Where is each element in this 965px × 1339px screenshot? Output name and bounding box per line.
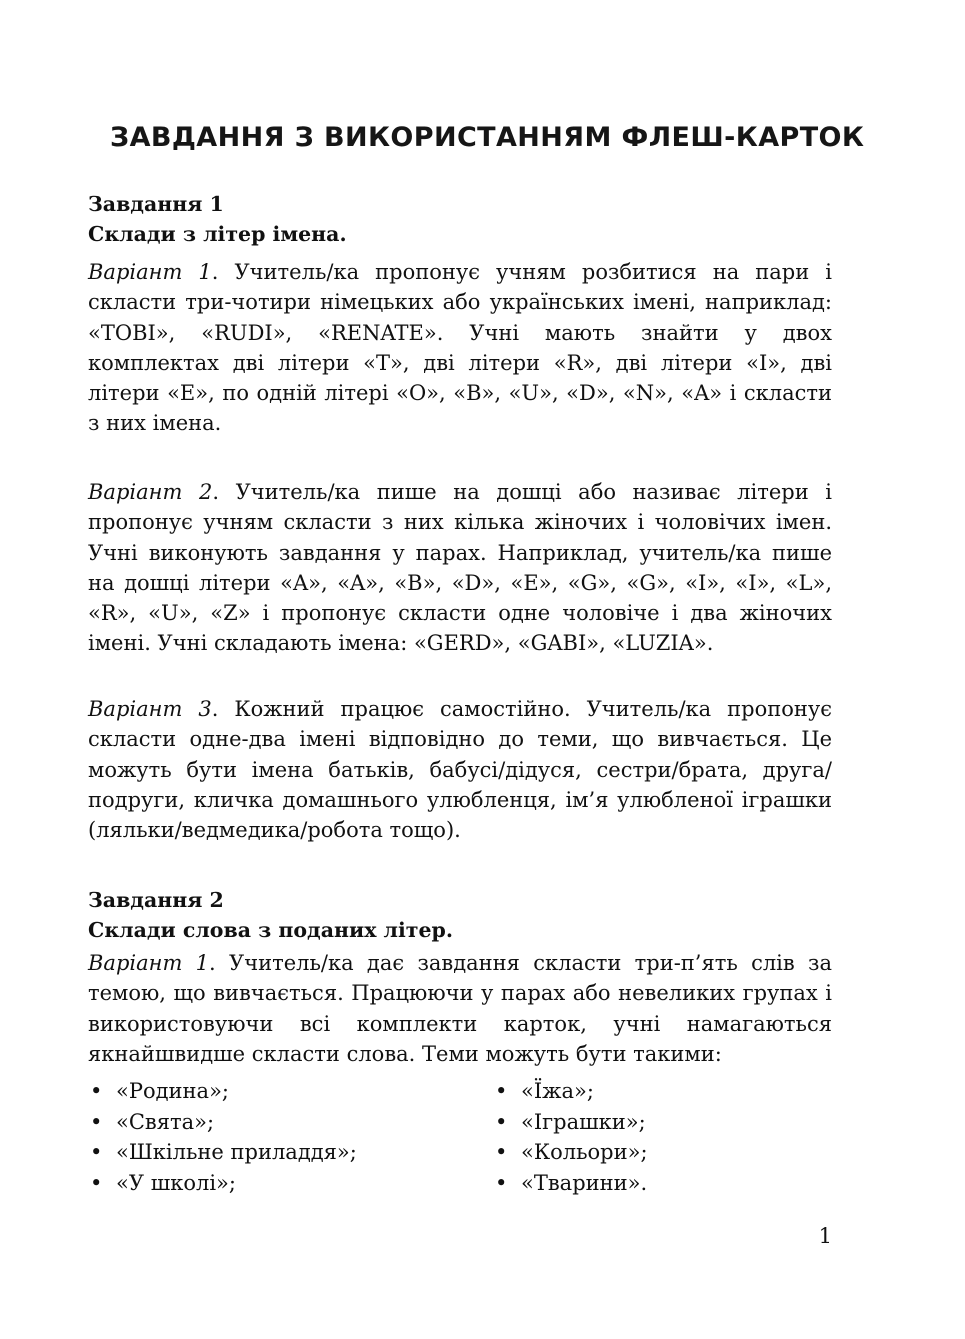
task-1-variant-1: Варіант 1. Учитель/ка пропонує учням розбитися на пари і скласти три-чотири німецьких або українських імені, наприклад: «TOBI», «RUDI», «RENATE». Учні мають знайти у двох комплектах дві літери «T», дві літери «R», дві літери «I», дві літери «E», по одній літері «O», «B», «U», «D», «N», «A» і скласти з них імена. <box>88 260 832 436</box>
list-item: • «У школі»; <box>88 1168 493 1199</box>
list-item: • «Кольори»; <box>493 1137 648 1168</box>
list-item: • «Родина»; <box>88 1076 493 1107</box>
list-item: • «Свята»; <box>88 1107 493 1138</box>
variant-label: Варіант 1 <box>88 260 212 284</box>
topics-column-left <box>88 1076 493 1198</box>
bullet-icon: • <box>90 1140 103 1164</box>
bullet-icon: • <box>90 1109 103 1134</box>
variant-text: Учитель/ка пропонує учням розбитися на пари і скласти три-чотири німецьких або українських імені, наприклад: «TOBI», «RUDI», «RENATE». Учні мають знайти у двох комплектах дві літери «T», дві літери «R», дві літери «I», дві літери «E», по одній літері «O», «B», «U», «D», «N», «A» і скласти з них імена. <box>88 260 832 436</box>
variant-text: Учитель/ка пише на дошці або називає літери і пропонує учням скласти з них кілька жіночих і чоловічих імен. Учні виконують завдання у парах. Наприклад, учитель/ка пише на дошці літери «A», «A», «B», «D», «E», «G», «G», «I», «I», «L», «R», «U», «Z» і пропонує скласти одне чоловіче і два жіночих імені. Учні складають імена: «GERD», «GABI», «LUZIA». <box>88 480 832 656</box>
task-1-instruction: Склади з літер імена. <box>88 222 347 246</box>
task-1-variant-3: Варіант 3. Кожний працює самостійно. Учитель/ка пропонує скласти одне-два імені відповідно до теми, що вивчається. Це можуть бути імена батьків, бабусі/дідуся, сестри/брата, друга/подруги, кличка домашнього улюбленця, ім’я улюбленої іграшки (ляльки/ведмедика/робота тощо). <box>88 697 832 843</box>
task-2-variant-1: Варіант 1. Учитель/ка дає завдання скласти три-п’ять слів за темою, що вивчається. Працюючи у парах або невеликих групах і використовуючи всі комплекти карток, учні намагаються якнайшвидше скласти слова. Теми можуть бути такими: <box>88 951 832 1066</box>
bullet-icon: • <box>495 1140 508 1164</box>
task-2-header <box>88 885 832 945</box>
variant-label: Варіант 2 <box>88 480 213 504</box>
list-item: • «Їжа»; <box>493 1076 648 1107</box>
variant-text: Учитель/ка дає завдання скласти три-п’ять слів за темою, що вивчається. Працюючи у парах або невеликих групах і використовуючи всі комплекти карток, учні намагаються якнайшвидше скласти слова. Теми можуть бути такими: <box>88 951 832 1066</box>
page-title: ЗАВДАННЯ З ВИКОРИСТАННЯМ ФЛЕШ-КАРТОК <box>110 122 865 153</box>
task-1-variant-2: Варіант 2. Учитель/ка пише на дошці або називає літери і пропонує учням скласти з них кілька жіночих і чоловічих імен. Учні виконують завдання у парах. Наприклад, учитель/ка пише на дошці літери «A», «A», «B», «D», «E», «G», «G», «I», «I», «L», «R», «U», «Z» і пропонує скласти одне чоловіче і два жіночих імені. Учні складають імена: «GERD», «GABI», «LUZIA». <box>88 480 832 656</box>
task-1-heading: Завдання 1 <box>88 192 224 216</box>
variant-text: Кожний працює самостійно. Учитель/ка пропонує скласти одне-два імені відповідно до теми, що вивчається. Це можуть бути імена батьків, бабусі/дідуся, сестри/брата, друга/подруги, кличка домашнього улюбленця, ім’я улюбленої іграшки (ляльки/ведмедика/робота тощо). <box>88 697 832 843</box>
topics-list <box>88 1076 832 1198</box>
list-item: • «Іграшки»; <box>493 1107 648 1138</box>
list-item: • «Тварини». <box>493 1168 648 1199</box>
task-1-header <box>88 189 832 249</box>
bullet-icon: • <box>90 1079 103 1103</box>
bullet-icon: • <box>495 1079 508 1103</box>
task-2-instruction: Склади слова з поданих літер. <box>88 918 454 942</box>
page-number: 1 <box>818 1224 832 1248</box>
bullet-icon: • <box>90 1170 103 1195</box>
variant-label: Варіант 3 <box>88 697 212 721</box>
list-item: • «Шкільне приладдя»; <box>88 1137 493 1168</box>
task-2-heading: Завдання 2 <box>88 888 224 912</box>
topics-column-right <box>493 1076 648 1198</box>
variant-label: Варіант 1 <box>88 951 210 975</box>
bullet-icon: • <box>495 1170 508 1195</box>
bullet-icon: • <box>495 1109 508 1134</box>
